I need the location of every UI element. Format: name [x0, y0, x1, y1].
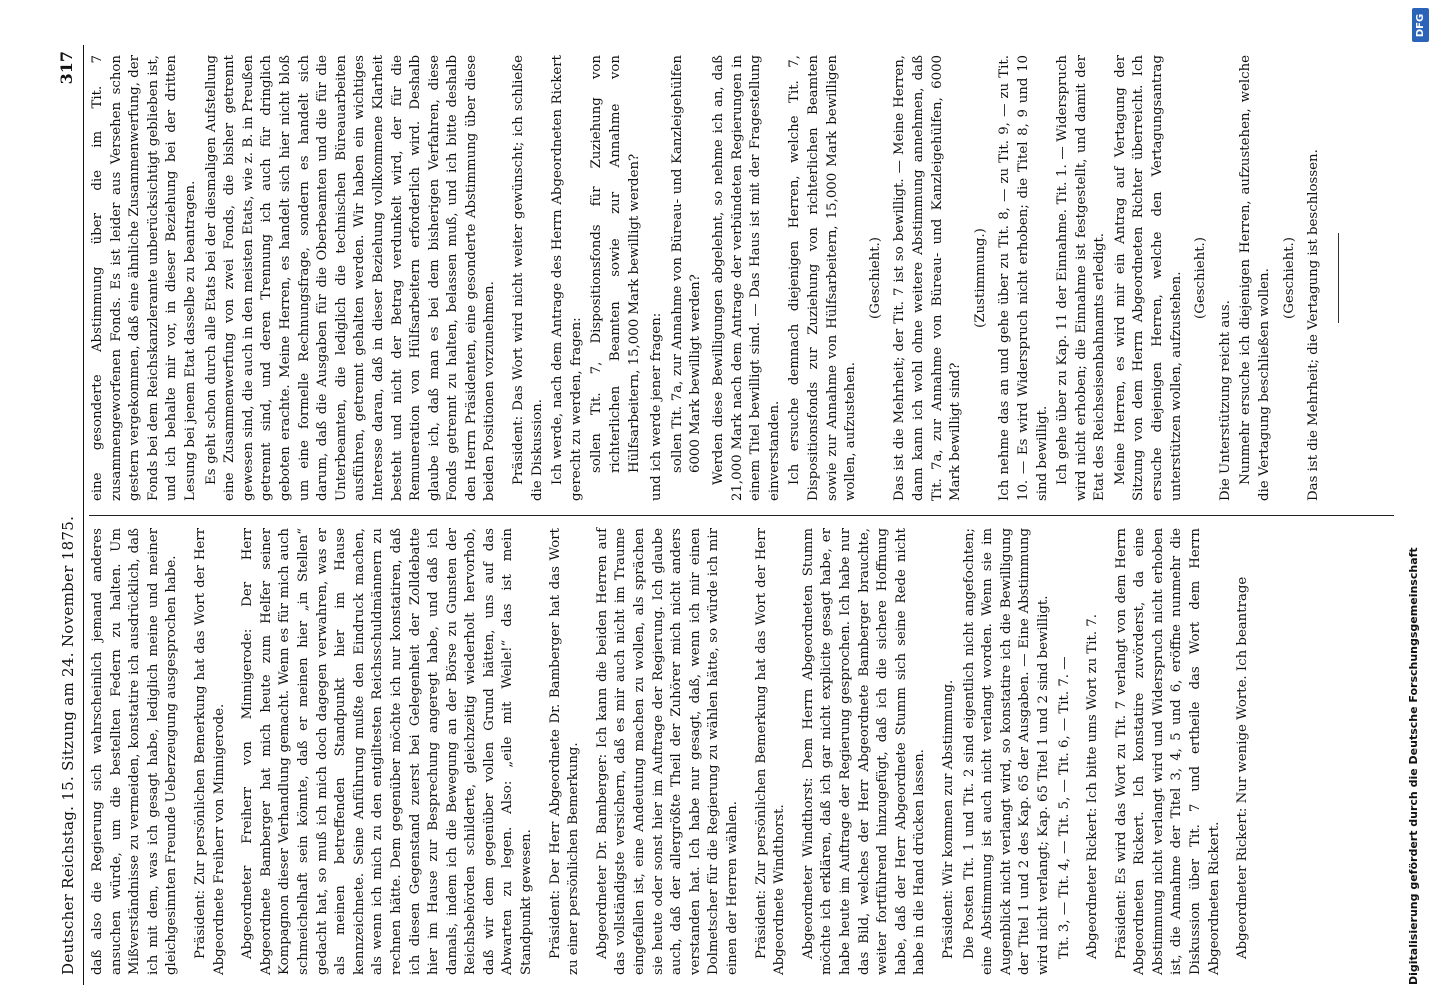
paragraph: Das ist die Mehrheit; der Tit. 7 ist so bewilligt. — Meine Herren, dann kann ich wohl ohne weitere Abstimmung annehmen, daß Tit. 7a, zur Annahme von Büreau- und Kanzleigehülfen, 6000 Mark bewilligt sind?: [892, 55, 964, 501]
running-title: Deutscher Reichstag. 15. Sitzung am 24. November 1875.: [59, 515, 77, 975]
paragraph: Nunmehr ersuche ich diejenigen Herren, aufzustehen, welche die Vertagung beschließen wollen.: [1238, 55, 1273, 501]
paragraph: Präsident: Das Wort wird nicht weiter gewünscht; ich schließe die Diskussion.: [511, 55, 545, 501]
paragraph: Ich ersuche demnach diejenigen Herren, welche Tit. 7, Dispositionsfonds zur Zuziehung von richterlichen Beamten sowie zur Annahme von Hülfsarbeitern, 15,000 Mark bewilligen wollen, aufzustehen.: [787, 55, 859, 501]
paragraph: Präsident: Wir kommen zur Abstimmung.: [940, 679, 956, 959]
paragraph: und ich werde jener fragen:: [649, 312, 665, 501]
paragraph: Die Posten Tit. 1 und Tit. 2 sind eigentlich nicht angefochten; eine Abstimmung ist auch nicht verlangt worden. Wenn sie im Augenblick nicht verlangt wird, so konstatire ich die Bewilligung der Titel 1 und 2 des Kap. 65 der Ausgaben. — Eine Abstimmung wird nicht verlangt; Kap. 65 Titel 1 und 2 sind bewilligt.: [961, 528, 1051, 975]
left-column: [89, 515, 1394, 985]
paragraph: Das ist die Mehrheit; die Vertagung ist beschlossen.: [1306, 149, 1322, 501]
list-item: sollen Tit. 7a, zur Annahme von Büreau- und Kanzleigehülfen 6000 Mark bewilligt werden?: [669, 55, 704, 473]
paragraph: Abgeordneter Rickert: Nur wenige Worte. Ich beantrage: [1235, 576, 1251, 959]
document-page: [55, 45, 1400, 985]
list-item: sollen Tit. 7, Dispositionsfonds für Zuziehung von richterlichen Beamten sowie zur Annahme von Hülfsarbeitern, 15,000 Mark bewilligt werden?: [589, 55, 642, 473]
end-rule: [1338, 233, 1339, 323]
dfg-logo-icon: [1412, 8, 1429, 42]
stage-direction: (Geschieht.): [1193, 237, 1209, 319]
paragraph: Präsident: Es wird das Wort zu Tit. 7 verlangt von dem Herrn Abgeordneten Rickert. Ich konstatire zuvörderst, da eine Abstimmung nicht verlangt wird und Widerspruch nicht erhoben ist, die Annahme der Titel 3, 4, 5 und 6, eröffne nunmehr die Diskussion über Tit. 7 und ertheile das Wort dem Herrn Abgeordneten Rickert.: [1113, 528, 1222, 975]
paragraph: Präsident: Der Herr Abgeordnete Dr. Bamberger hat das Wort zu einer persönlichen Bemerkung.: [547, 528, 582, 975]
paragraph: Die Unterstützung reicht aus.: [1217, 300, 1233, 501]
stage-direction: (Zustimmung.): [972, 228, 988, 328]
paragraph: Abgeordneter Freiherr von Minnigerode: Der Herr Abgeordnete Bamberger hat mich heute zum Helfer seiner Kompagnon dieser Verhandlung gemacht. Wenn es für mich auch schmeichelhaft sein könnte, daß er meinen hier „in Stellen“ gedacht hat, so muß ich mich doch dagegen verwahren, was er als meinen betreffenden Standpunkt hier im Hause kennzeichnete. Seine Anführung mußte den Eindruck machen, als wenn ich mich zu den entgiltesten Reichsschuldmännern zu rechnen hätte. Dem gegenüber möchte ich nur konstatiren, daß ich diesen Gegenstand zuerst bei Gelegenheit der Zolldebatte hier im Hause zur Besprechung angeregt habe, und daß ich damals, indem ich die Bewegung an der Börse zu Gunsten der Reichsbehörden schilderte, gleichzeitig wiederholt hervorhob, daß wir dem gegenüber vollen Grund hätten, uns auf das Abwarten zu legen. Also: „eile mit Weile!“ das ist mein Standpunkt gewesen.: [240, 528, 535, 975]
right-column: [89, 45, 1394, 515]
question-list: [669, 55, 706, 473]
page-header: [55, 45, 84, 985]
page-number: 317: [57, 51, 76, 85]
logo-text: DFG: [1415, 13, 1426, 37]
paragraph: Tit. 3, — Tit. 4, — Tit. 5, — Tit. 6, — Tit. 7. —: [1056, 656, 1072, 959]
paragraph: Präsident: Zur persönlichen Bemerkung hat das Wort der Herr Abgeordnete Windthorst.: [753, 528, 788, 975]
question-list: [588, 55, 644, 473]
paragraph: eine gesonderte Abstimmung über die im Tit. 7 zusammengeworfenen Fonds. Es ist leider aus Versehen schon gestern vergekommen, daß eine ähnliche Zusammenwerfung, der Fonds bei dem Reichskanzleramte unberücksichtigt geblieben ist, und ich behalte mir vor, in dieser Beziehung bei der dritten Lesung bei jenem Etat dasselbe zu beantragen.: [90, 55, 198, 501]
paragraph: Ich nehme das an und gehe über zu Tit. 8, — zu Tit. 9, — zu Tit. 10. — Es wird Widerspruch nicht erhoben; die Titel 8, 9 und 10 sind bewilligt.: [997, 55, 1050, 501]
paragraph: daß also die Regierung sich wahrscheinlich jemand anderes ansuchen würde, um die bestellten Federn zu halten. Um Mißverständnisse zu vermeiden, konstatire ich ausdrücklich, daß ich mit dem, was ich gesagt habe, lediglich meine und meiner gleichgesinnten Freunde Ueberzeugung ausgesprochen habe.: [90, 528, 180, 975]
paragraph: Abgeordneter Windthorst: Dem Herrn Abgeordneten Stumm möchte ich erklären, daß ich gar nicht explicite gesagt habe, er habe heute im Auftrage der Regierung gesprochen. Ich habe nur das Bild, welches der Herr Abgeordnete Bamberger brauchte, weiter fortführend hinzugefügt, daß ich die sichere Hoffnung habe, daß der Herr Abgeordnete Stumm sich seine Rede nicht habe in die Hand drücken lassen.: [800, 528, 928, 975]
paragraph: Ich werde, nach dem Antrage des Herrn Abgeordneten Rickert gerecht zu werden, fragen:: [550, 55, 584, 501]
paragraph: Ich gehe über zu Kap. 11 der Einnahme. Tit. 1. — Widerspruch wird nicht erhoben; die Einnahme ist festgestellt, und damit der Etat des Reichseisenbahnamts erledigt.: [1055, 55, 1108, 501]
paragraph: Abgeordneter Dr. Bamberger: Ich kann die beiden Herren auf das vollständigste versichern, daß es mir auch nicht im Traume eingefallen ist, eine Andeutung machen zu wollen, als sprächen sie heute oder sonst hier im Auftrage der Regierung. Ich glaube auch, daß der allergrößte Theil der Zuhörer mich nicht anders verstanden hat. Ich habe nur gesagt, daß, wenn ich mir einen Dolmetscher für die Regierung zu wählen hätte, so würde ich mir einen der Herren wählen.: [594, 528, 740, 975]
paragraph: Meine Herren, es wird mir ein Antrag auf Vertagung der Sitzung von dem Herrn Abgeordneten Richter überreicht. Ich ersuche diejenigen Herren, welche den Vertagungsantrag unterstützen wollen, aufzustehen.: [1112, 55, 1184, 501]
funding-credit: Digitalisierung gefördert durch die Deutsche Forschungsgemeinschaft: [1407, 547, 1420, 985]
paragraph: Abgeordneter Rickert: Ich bitte ums Wort zu Tit. 7.: [1085, 614, 1101, 959]
digitization-note: [1405, 10, 1429, 990]
paragraph: Werden diese Bewilligungen abgelehnt, so nehme ich an, daß 21,000 Mark nach dem Antrage der verbündeten Regierungen in einem Titel bewilligt sind. — Das Haus ist mit der Fragestellung einverstanden.: [711, 55, 782, 501]
stage-direction: (Geschieht.): [867, 237, 883, 319]
paragraph: Es geht schon durch alle Etats bei der diesmaligen Aufstellung eine Zusammenwerfung von zwei Fonds, die bisher getrennt gewesen sind, die auch in den meisten Etats, wie z. B. in Preußen getrennt sind, und deren Trennung ich auch für dringlich geboten erachte. Meine Herren, es handelt sich hier nicht bloß um eine formelle Rechnungsfrage, sondern es handelt sich darum, daß die Ausgaben für die Oberbeamten und die für die Unterbeamten, die lediglich die technischen Büreauarbeiten ausführen, getrennt gehalten werden. Wir haben ein wichtiges Interesse daran, daß in dieser Beziehung vollkommene Klarheit besteht und nicht der Betrag verdunkelt wird, der für die Remuneration von Hülfsarbeitern erforderlich wird. Deshalb glaube ich, daß man es bei dem bisherigen Verfahren, diese Fonds getrennt zu halten, belassen muß, und ich bitte deshalb den Herrn Präsidenten, eine gesonderte Abstimmung über diese beiden Positionen vorzunehmen.: [203, 55, 498, 501]
paragraph: Präsident: Zur persönlichen Bemerkung hat das Wort der Herr Abgeordnete Freiherr von Minnigerode.: [192, 528, 227, 975]
text-columns: [89, 45, 1394, 985]
stage-direction: (Geschieht.): [1281, 237, 1297, 319]
